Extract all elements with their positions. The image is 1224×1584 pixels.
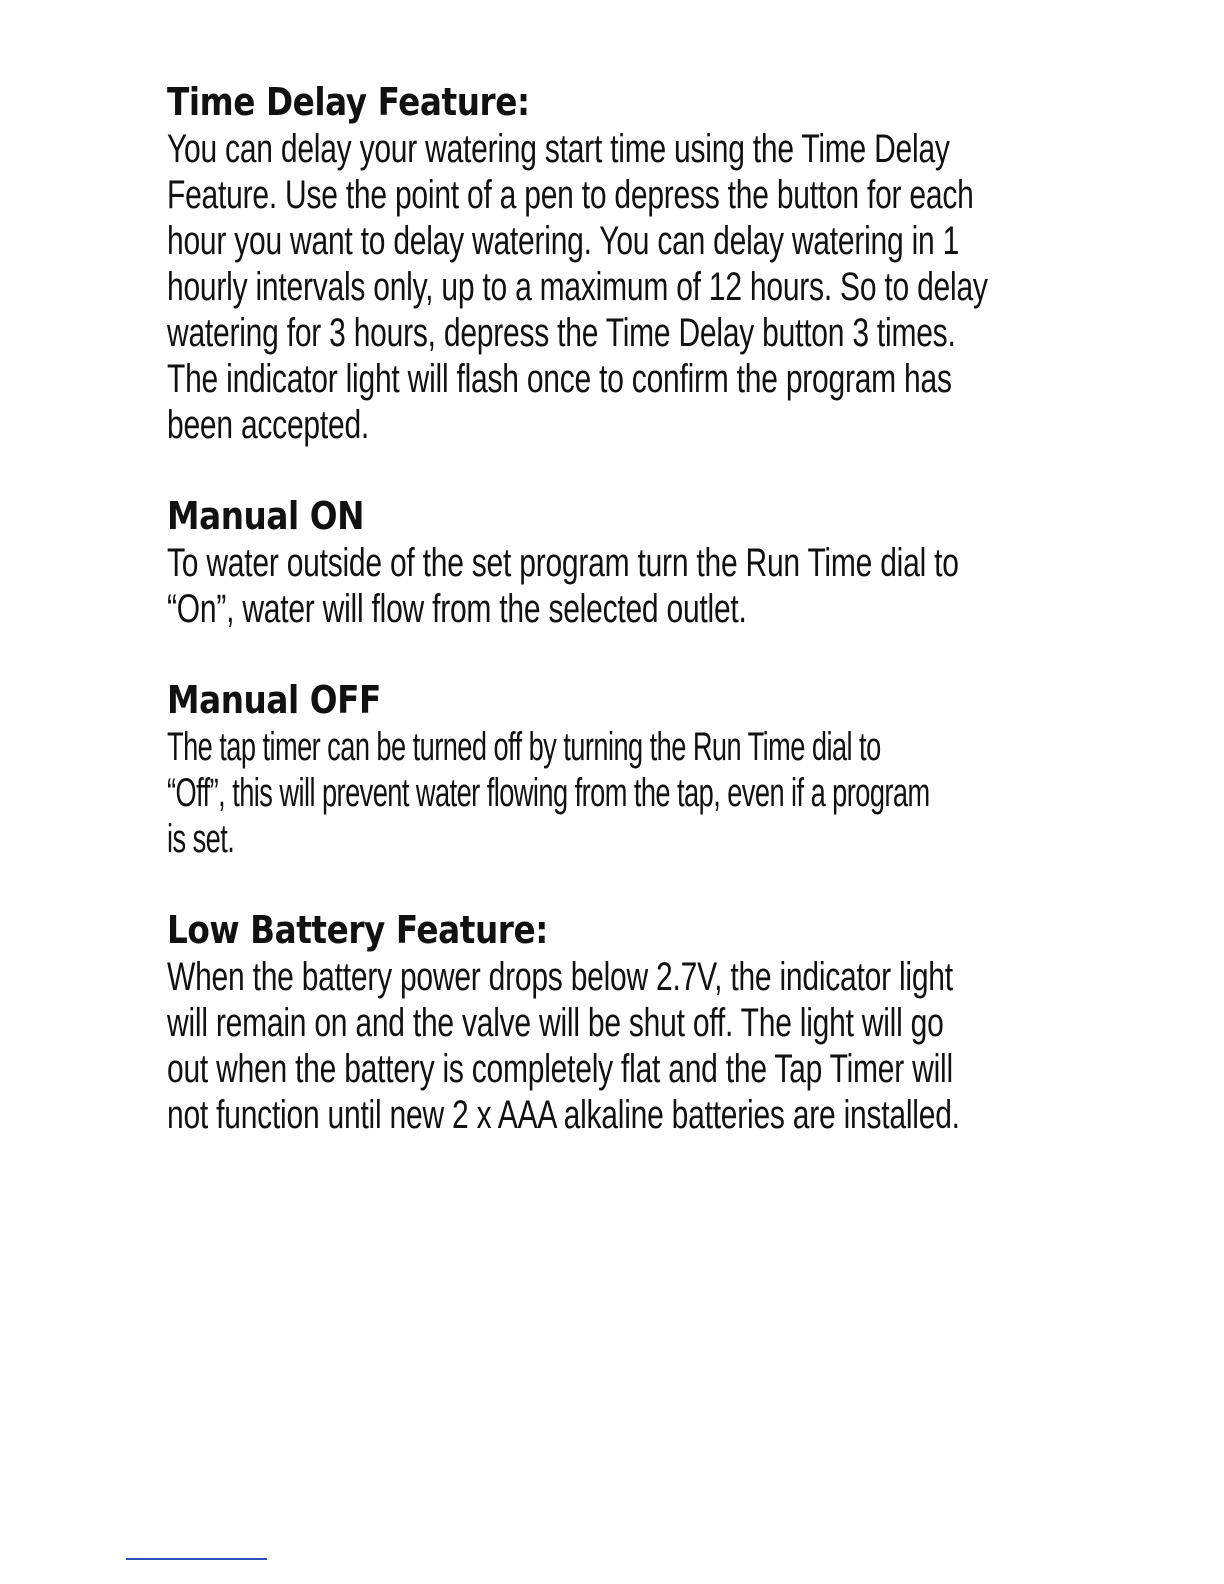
- paragraph-line: You can delay your watering start time using the Time Delay: [167, 127, 950, 171]
- paragraph-line: not function until new 2 x AAA alkaline batteries are installed.: [167, 1093, 960, 1137]
- section-manual-off: [167, 676, 1067, 862]
- paragraph-line: The indicator light will flash once to confirm the program has: [167, 357, 952, 401]
- section-heading: Low Battery Feature:: [167, 908, 548, 952]
- paragraph-line: To water outside of the set program turn the Run Time dial to: [167, 541, 959, 585]
- paragraph-line: “On”, water will flow from the selected outlet.: [167, 587, 747, 631]
- section-manual-on: [167, 492, 1067, 632]
- section-time-delay: [167, 78, 1067, 448]
- paragraph-line: hourly intervals only, up to a maximum of 12 hours. So to delay: [167, 265, 988, 309]
- section-heading: Manual OFF: [167, 678, 381, 722]
- document-page: [167, 78, 1067, 1138]
- paragraph-line: Feature. Use the point of a pen to depress the button for each: [167, 173, 974, 217]
- paragraph-line: out when the battery is completely flat and the Tap Timer will: [167, 1047, 953, 1091]
- paragraph-line: hour you want to delay watering. You can delay watering in 1: [167, 219, 960, 263]
- paragraph-line: been accepted.: [167, 403, 370, 447]
- paragraph-line: will remain on and the valve will be shut off. The light will go: [167, 1001, 944, 1045]
- section-heading: Time Delay Feature:: [167, 80, 530, 124]
- footer-rule: [126, 1558, 267, 1560]
- section-heading: Manual ON: [167, 494, 365, 538]
- section-low-battery: [167, 906, 1067, 1138]
- paragraph-line: watering for 3 hours, depress the Time Delay button 3 times.: [167, 311, 956, 355]
- paragraph-line: When the battery power drops below 2.7V, the indicator light: [167, 955, 953, 999]
- paragraph-line: “Off”, this will prevent water flowing from the tap, even if a program: [167, 771, 930, 815]
- paragraph-line: The tap timer can be turned off by turning the Run Time dial to: [167, 725, 881, 769]
- paragraph-line: is set.: [167, 817, 235, 861]
